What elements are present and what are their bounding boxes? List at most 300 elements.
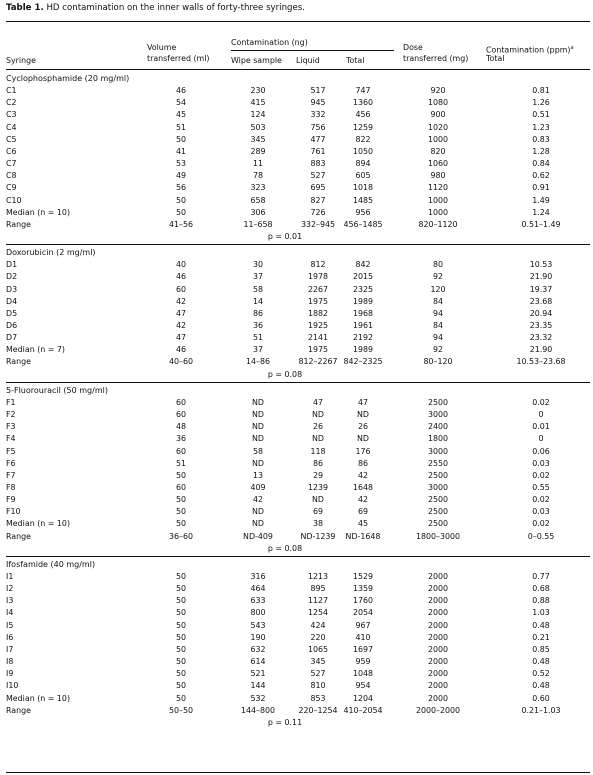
cell-ppm: 21.90 [529, 272, 553, 282]
cell-ppm: 0.52 [532, 669, 550, 679]
cell-volume: 41–56 [168, 219, 194, 229]
cell-syringe: I3 [6, 596, 14, 606]
cell-volume: 50 [175, 495, 187, 505]
cell-volume: 50 [175, 693, 187, 703]
cell-wipe: 58 [252, 284, 264, 294]
cell-total: 42 [357, 495, 369, 505]
cell-wipe: ND-409 [243, 531, 273, 541]
cell-volume: 50 [175, 620, 187, 630]
cell-wipe: 532 [250, 693, 266, 703]
cell-total: 47 [357, 397, 369, 407]
table-caption [6, 3, 305, 13]
cell-total: 967 [355, 620, 371, 630]
cell-volume: 56 [175, 183, 187, 193]
cell-liquid: 812 [310, 260, 326, 270]
cell-wipe: 323 [250, 183, 266, 193]
cell-ppm: 1.49 [532, 195, 550, 205]
cell-syringe: C9 [6, 183, 17, 193]
cell-volume: 50 [175, 669, 187, 679]
cell-wipe: 86 [252, 308, 264, 318]
cell-liquid: 527 [310, 171, 326, 181]
cell-volume: 41 [175, 146, 187, 156]
cell-wipe: 51 [252, 333, 264, 343]
cell-liquid: 810 [310, 681, 326, 691]
cell-ppm: 1.23 [532, 122, 550, 132]
cell-wipe: 13 [252, 470, 264, 480]
cell-syringe: C5 [6, 134, 17, 144]
cell-syringe: F6 [6, 458, 16, 468]
cell-dose: 92 [432, 345, 444, 355]
cell-volume: 50 [175, 207, 187, 217]
cell-wipe: 37 [252, 345, 264, 355]
cell-liquid: 895 [310, 584, 326, 594]
cell-wipe: ND [252, 519, 264, 529]
cell-syringe: D7 [6, 333, 18, 343]
cell-ppm: 0.60 [532, 693, 550, 703]
cell-dose: 2000 [427, 644, 449, 654]
cell-wipe: 30 [252, 260, 264, 270]
cell-volume: 50 [175, 657, 187, 667]
cell-dose: 2500 [427, 507, 449, 517]
cell-liquid: 883 [310, 159, 326, 169]
cell-dose: 980 [430, 171, 446, 181]
header-ppm-footnote-mark: a [570, 45, 574, 51]
cell-wipe: 614 [250, 657, 266, 667]
cell-syringe: I9 [6, 669, 14, 679]
cell-syringe: Range [6, 219, 32, 229]
cell-syringe: C1 [6, 86, 17, 96]
cell-dose: 2000 [427, 669, 449, 679]
cell-liquid: 345 [310, 657, 326, 667]
cell-volume: 53 [175, 159, 187, 169]
cell-liquid: 1882 [307, 308, 329, 318]
cell-volume: 46 [175, 345, 187, 355]
cell-dose: 2400 [427, 422, 449, 432]
cell-liquid: 1239 [307, 482, 329, 492]
cell-total: 959 [355, 657, 371, 667]
cell-wipe: 58 [252, 446, 264, 456]
cell-ppm: 0.06 [532, 446, 550, 456]
header-volume-2: transferred (ml) [147, 54, 210, 63]
cell-dose: 80–120 [423, 357, 453, 367]
cell-liquid: 827 [310, 195, 326, 205]
section-title: Ifosfamide (40 mg/ml) [6, 559, 96, 569]
header-syringe: Syringe [6, 56, 36, 65]
cell-volume: 36–60 [168, 531, 194, 541]
p-value: p = 0.08 [267, 369, 303, 379]
cell-ppm: 19.37 [529, 284, 553, 294]
cell-total: 956 [355, 207, 371, 217]
cell-total: 1648 [352, 482, 374, 492]
header-rule [6, 69, 590, 70]
cell-total: 1048 [352, 669, 374, 679]
cell-volume: 42 [175, 321, 187, 330]
cell-ppm: 0.91 [532, 183, 550, 193]
cell-volume: 50 [175, 507, 187, 517]
cell-total: 2015 [352, 272, 374, 282]
cell-ppm: 0.88 [532, 596, 550, 606]
cell-dose: 2000 [427, 596, 449, 606]
header-ppm-2: Total [486, 54, 505, 63]
cell-syringe: F2 [6, 410, 16, 420]
cell-syringe: Median (n = 10) [6, 519, 71, 529]
cell-total: 747 [355, 86, 371, 96]
cell-dose: 2500 [427, 519, 449, 529]
cell-syringe: C4 [6, 122, 17, 132]
cell-dose: 84 [432, 321, 444, 330]
cell-wipe: ND [252, 422, 264, 432]
cell-total: 954 [355, 681, 371, 691]
cell-total: 1697 [352, 644, 374, 654]
cell-wipe: 144–800 [240, 705, 276, 715]
section-rule [6, 244, 590, 245]
cell-liquid: 812–2267 [298, 357, 338, 367]
cell-total: 26 [357, 422, 369, 432]
cell-ppm: 0.77 [532, 572, 550, 581]
cell-total: 456 [355, 110, 371, 120]
cell-volume: 60 [175, 446, 187, 456]
cell-total: 69 [357, 507, 369, 517]
cell-ppm: 0–0.55 [527, 531, 555, 541]
caption-text: HD contamination on the inner walls of forty-three syringes. [46, 3, 305, 13]
cell-ppm: 0.51–1.49 [521, 219, 561, 229]
cell-liquid: 853 [310, 693, 326, 703]
cell-ppm: 0.48 [532, 620, 550, 630]
cell-ppm: 0.81 [532, 86, 550, 96]
cell-total: 1485 [352, 195, 374, 205]
cell-dose: 820–1120 [418, 219, 458, 229]
cell-dose: 2000 [427, 608, 449, 618]
cell-total: 2054 [352, 608, 374, 618]
cell-dose: 2550 [427, 458, 449, 468]
cell-syringe: F5 [6, 446, 16, 456]
contamination-header-rule [231, 50, 394, 51]
cell-ppm: 0.55 [532, 482, 550, 492]
cell-wipe: 11–658 [243, 219, 273, 229]
cell-ppm: 0.02 [532, 470, 550, 480]
cell-total: 86 [357, 458, 369, 468]
cell-syringe: Median (n = 10) [6, 207, 71, 217]
cell-liquid: 517 [310, 86, 326, 96]
cell-total: 1989 [352, 296, 374, 306]
cell-ppm: 10.53–23.68 [516, 357, 566, 367]
cell-syringe: Range [6, 705, 32, 715]
cell-volume: 60 [175, 482, 187, 492]
cell-total: 1760 [352, 596, 374, 606]
header-ppm-text: Contamination (ppm) [486, 45, 571, 55]
cell-liquid: 1127 [307, 596, 329, 606]
cell-volume: 40–60 [168, 357, 194, 367]
cell-wipe: 316 [250, 572, 266, 581]
cell-volume: 60 [175, 284, 187, 294]
cell-dose: 1000 [427, 134, 449, 144]
cell-dose: 2000 [427, 693, 449, 703]
cell-volume: 50 [175, 596, 187, 606]
header-dose-2: transferred (mg) [403, 54, 469, 63]
cell-dose: 94 [432, 333, 444, 343]
cell-wipe: 521 [250, 669, 266, 679]
cell-syringe: C2 [6, 98, 17, 108]
cell-liquid: ND-1239 [300, 531, 336, 541]
cell-dose: 3000 [427, 482, 449, 492]
cell-liquid: 1975 [307, 296, 329, 306]
cell-dose: 1120 [427, 183, 449, 193]
cell-liquid: 761 [310, 146, 326, 156]
cell-volume: 50 [175, 195, 187, 205]
cell-ppm: 0 [538, 434, 544, 444]
cell-ppm: 0.84 [532, 159, 550, 169]
cell-dose: 2500 [427, 495, 449, 505]
cell-total: 1050 [352, 146, 374, 156]
cell-wipe: ND [252, 434, 264, 444]
cell-syringe: Range [6, 531, 32, 541]
cell-total: 2325 [352, 284, 374, 294]
cell-total: 1018 [352, 183, 374, 193]
cell-liquid: 945 [310, 98, 326, 108]
cell-dose: 1800–3000 [415, 531, 461, 541]
cell-wipe: 633 [250, 596, 266, 606]
cell-dose: 92 [432, 272, 444, 282]
cell-ppm: 0.62 [532, 171, 550, 181]
cell-total: 822 [355, 134, 371, 144]
cell-dose: 2000 [427, 572, 449, 581]
cell-wipe: 230 [250, 86, 266, 96]
cell-dose: 120 [430, 284, 446, 294]
cell-syringe: I6 [6, 632, 14, 642]
cell-total: 1204 [352, 693, 374, 703]
cell-volume: 50 [175, 681, 187, 691]
cell-dose: 1000 [427, 207, 449, 217]
cell-volume: 50 [175, 470, 187, 480]
cell-volume: 47 [175, 308, 187, 318]
caption-label: Table 1. [6, 3, 44, 13]
cell-volume: 36 [175, 434, 187, 444]
cell-volume: 51 [175, 458, 187, 468]
header-wipe: Wipe sample [231, 56, 282, 65]
cell-ppm: 21.90 [529, 345, 553, 355]
cell-volume: 46 [175, 86, 187, 96]
cell-liquid: 726 [310, 207, 326, 217]
cell-ppm: 0.02 [532, 495, 550, 505]
cell-liquid: 527 [310, 669, 326, 679]
cell-wipe: 37 [252, 272, 264, 282]
cell-total: 2192 [352, 333, 374, 343]
header-liquid: Liquid [296, 56, 320, 65]
cell-volume: 50 [175, 519, 187, 529]
cell-volume: 50 [175, 134, 187, 144]
cell-total: 1961 [352, 321, 374, 330]
cell-dose: 1000 [427, 195, 449, 205]
top-rule [6, 21, 590, 22]
cell-dose: 94 [432, 308, 444, 318]
cell-dose: 80 [432, 260, 444, 270]
cell-dose: 2000 [427, 632, 449, 642]
cell-liquid: 118 [310, 446, 326, 456]
cell-dose: 920 [430, 86, 446, 96]
cell-liquid: 86 [312, 458, 324, 468]
cell-liquid: 220 [310, 632, 326, 642]
cell-syringe: D2 [6, 272, 18, 282]
cell-volume: 50 [175, 572, 187, 581]
cell-syringe: Range [6, 357, 32, 367]
cell-liquid: 1925 [307, 321, 329, 330]
cell-ppm: 23.35 [529, 321, 553, 330]
cell-volume: 50 [175, 632, 187, 642]
cell-syringe: F4 [6, 434, 16, 444]
cell-volume: 50 [175, 608, 187, 618]
cell-wipe: 464 [250, 584, 266, 594]
cell-dose: 2000 [427, 657, 449, 667]
cell-dose: 2000–2000 [415, 705, 461, 715]
cell-syringe: I8 [6, 657, 14, 667]
cell-total: 605 [355, 171, 371, 181]
cell-ppm: 1.26 [532, 98, 550, 108]
cell-dose: 1060 [427, 159, 449, 169]
cell-syringe: Median (n = 10) [6, 693, 71, 703]
cell-liquid: 332–945 [300, 219, 336, 229]
cell-syringe: C8 [6, 171, 17, 181]
cell-liquid: 1254 [307, 608, 329, 618]
section-rule [6, 382, 590, 383]
cell-liquid: ND [312, 410, 324, 420]
cell-wipe: 658 [250, 195, 266, 205]
cell-ppm: 0.03 [532, 507, 550, 517]
cell-total: 410 [355, 632, 371, 642]
cell-ppm: 10.53 [529, 260, 553, 270]
cell-syringe: I10 [6, 681, 19, 691]
cell-syringe: I2 [6, 584, 14, 594]
cell-wipe: 11 [252, 159, 264, 169]
cell-dose: 820 [430, 146, 446, 156]
cell-volume: 46 [175, 272, 187, 282]
section-title: Doxorubicin (2 mg/ml) [6, 248, 96, 258]
cell-dose: 2000 [427, 584, 449, 594]
cell-syringe: F1 [6, 397, 16, 407]
cell-syringe: F7 [6, 470, 16, 480]
cell-dose: 84 [432, 296, 444, 306]
cell-liquid: 477 [310, 134, 326, 144]
cell-liquid: 69 [312, 507, 324, 517]
cell-wipe: 543 [250, 620, 266, 630]
cell-ppm: 0.21–1.03 [521, 705, 561, 715]
cell-liquid: 220–1254 [298, 705, 338, 715]
cell-volume: 60 [175, 397, 187, 407]
cell-liquid: 2267 [307, 284, 329, 294]
cell-syringe: D4 [6, 296, 18, 306]
cell-ppm: 1.03 [532, 608, 550, 618]
cell-volume: 45 [175, 110, 187, 120]
cell-syringe: C7 [6, 159, 17, 169]
cell-volume: 42 [175, 296, 187, 306]
cell-volume: 48 [175, 422, 187, 432]
cell-syringe: D5 [6, 308, 18, 318]
cell-volume: 40 [175, 260, 187, 270]
cell-wipe: 14 [252, 296, 264, 306]
cell-syringe: C3 [6, 110, 17, 120]
cell-dose: 2500 [427, 470, 449, 480]
cell-wipe: 36 [252, 321, 264, 330]
cell-volume: 49 [175, 171, 187, 181]
cell-wipe: ND [252, 410, 264, 420]
cell-volume: 54 [175, 98, 187, 108]
cell-wipe: 190 [250, 632, 266, 642]
cell-ppm: 0.68 [532, 584, 550, 594]
section-title: Cyclophosphamide (20 mg/ml) [6, 74, 130, 83]
cell-dose: 1080 [427, 98, 449, 108]
cell-ppm: 23.68 [529, 296, 553, 306]
cell-ppm: 0.83 [532, 134, 550, 144]
cell-liquid: 38 [312, 519, 324, 529]
cell-wipe: ND [252, 397, 264, 407]
cell-dose: 3000 [427, 446, 449, 456]
cell-total: 45 [357, 519, 369, 529]
cell-liquid: ND [312, 434, 324, 444]
cell-ppm: 0.48 [532, 657, 550, 667]
cell-syringe: F8 [6, 482, 16, 492]
cell-volume: 50–50 [168, 705, 194, 715]
cell-dose: 1020 [427, 122, 449, 132]
cell-liquid: 47 [312, 397, 324, 407]
cell-syringe: C6 [6, 146, 17, 156]
cell-total: 842 [355, 260, 371, 270]
cell-liquid: ND [312, 495, 324, 505]
cell-wipe: 14–86 [245, 357, 271, 367]
cell-total: 176 [355, 446, 371, 456]
cell-ppm: 23.32 [529, 333, 553, 343]
cell-ppm: 1.28 [532, 146, 550, 156]
cell-wipe: 306 [250, 207, 266, 217]
cell-wipe: ND [252, 507, 264, 517]
cell-liquid: 424 [310, 620, 326, 630]
cell-total: 1359 [352, 584, 374, 594]
cell-syringe: I5 [6, 620, 14, 630]
p-value: p = 0.08 [267, 543, 303, 553]
cell-syringe: I1 [6, 572, 14, 581]
cell-wipe: 124 [250, 110, 266, 120]
cell-dose: 3000 [427, 410, 449, 420]
cell-syringe: C10 [6, 195, 22, 205]
cell-total: ND [357, 434, 369, 444]
cell-total: 842–2325 [343, 357, 383, 367]
cell-wipe: 415 [250, 98, 266, 108]
cell-wipe: 42 [252, 495, 264, 505]
p-value: p = 0.11 [267, 717, 303, 727]
cell-ppm: 0.21 [532, 632, 550, 642]
cell-total: 1968 [352, 308, 374, 318]
cell-ppm: 0.51 [532, 110, 550, 120]
cell-volume: 47 [175, 333, 187, 343]
cell-total: ND-1648 [345, 531, 381, 541]
cell-liquid: 2141 [307, 333, 329, 343]
cell-ppm: 0.01 [532, 422, 550, 432]
cell-total: 456–1485 [343, 219, 383, 229]
cell-liquid: 332 [310, 110, 326, 120]
cell-syringe: D1 [6, 260, 18, 270]
cell-syringe: Median (n = 7) [6, 345, 66, 355]
cell-wipe: 78 [252, 171, 264, 181]
cell-total: 1360 [352, 98, 374, 108]
cell-wipe: 632 [250, 644, 266, 654]
cell-syringe: I7 [6, 644, 14, 654]
cell-wipe: 289 [250, 146, 266, 156]
cell-total: 894 [355, 159, 371, 169]
cell-liquid: 1065 [307, 644, 329, 654]
section-title: 5-Fluorouracil (50 mg/ml) [6, 385, 108, 395]
cell-ppm: 0 [538, 410, 544, 420]
cell-dose: 900 [430, 110, 446, 120]
cell-total: ND [357, 410, 369, 420]
cell-wipe: 503 [250, 122, 266, 132]
